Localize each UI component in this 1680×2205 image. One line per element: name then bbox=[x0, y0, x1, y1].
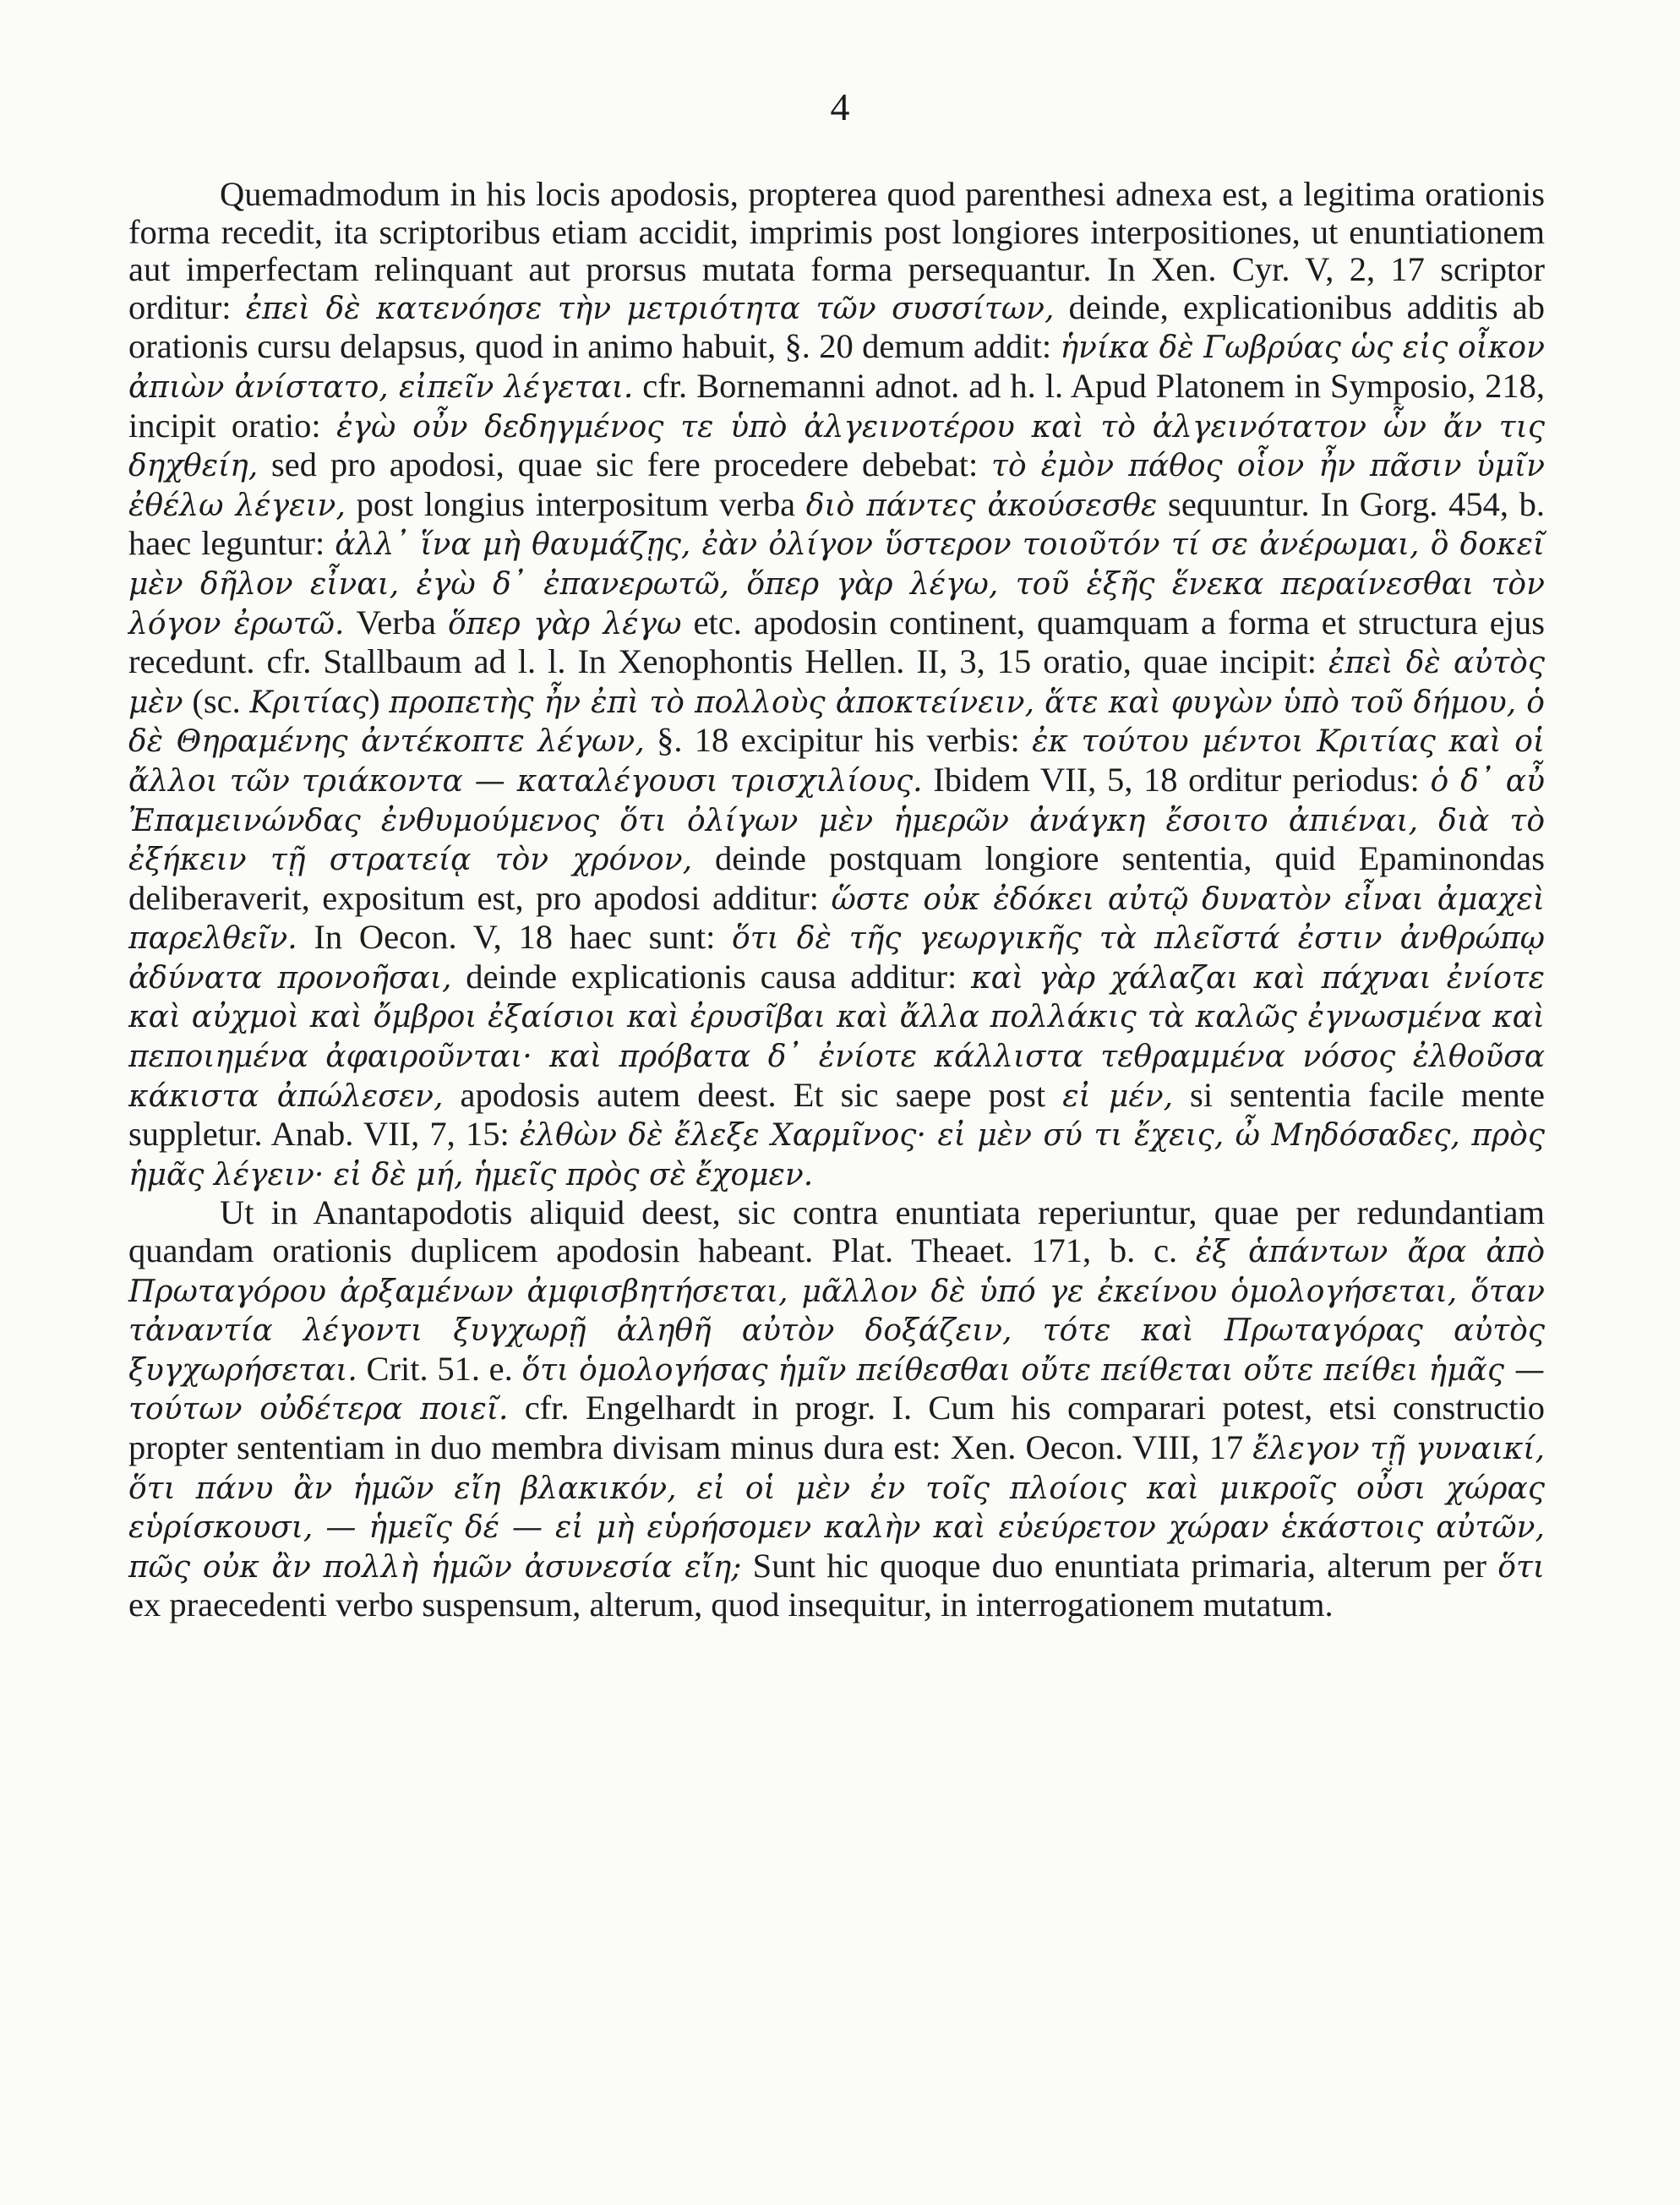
latin-text: apodosis autem deest. Et sic saepe post bbox=[443, 1075, 1063, 1114]
greek-quotation: ὅτι ὁμολογήσας ἡμῖν πείθεσθαι οὔτε πείθεται οὔτε πείθει ἡμᾶς — τούτων οὐδέτερα ποιεῖ. bbox=[128, 1352, 1546, 1427]
latin-text: §. 18 excipitur his verbis: bbox=[644, 721, 1033, 760]
page-number: 4 bbox=[830, 85, 850, 128]
latin-text: ) bbox=[368, 681, 390, 720]
greek-quotation: ἐλθὼν δὲ ἔλεξε Χαρμῖνος· εἰ μὲν σύ τι ἔχεις, ὦ Μηδόσαδες, πρὸς ἡμᾶς λέγειν· εἰ δὲ μή, ἡμεῖς πρὸς σὲ ἔχομεν. bbox=[128, 1118, 1545, 1193]
latin-text: etc. apodosin continent, quamquam a forma et structura ejus recedunt. cfr. Stallbaum ad l. l. In Xenophontis Hellen. II, 3, 15 oratio, quae incipit: bbox=[128, 603, 1545, 681]
greek-quotation: Κριτίας bbox=[249, 685, 369, 720]
latin-text: cfr. Engelhardt in progr. I. Cum his comparari potest, etsi constructio propter sententiam in duo membra divisam minus dura est: Xen. Oecon. VIII, 17 bbox=[128, 1389, 1545, 1466]
latin-text: sed pro apodosi, quae sic fere procedere debebat: bbox=[258, 445, 992, 484]
latin-text: Ibidem VII, 5, 18 orditur periodus: bbox=[922, 760, 1431, 799]
greek-quotation: καὶ γὰρ χάλαζαι καὶ πάχναι ἐνίοτε καὶ αὐχμοὶ καὶ ὄμβροι ἐξαίσιοι καὶ ἐρυσῖβαι καὶ ἄλλα πολλάκις τὰ καλῶς ἐγνωσμένα καὶ πεποιημένα ἀφαιροῦνται· καὶ πρόβατα δ᾽ ἐνίοτε κάλλιστα τεθραμμένα νόσος ἐλθοῦσα κάκιστα ἀπώλεσεν, bbox=[128, 960, 1545, 1114]
greek-quotation: ὁ δ᾽ αὖ Ἐπαμεινώνδας ἐνθυμούμενος ὅτι ὀλίγων μὲν ἡμερῶν ἀνάγκη ἔσοιτο ἀπιέναι, διὰ τὸ ἐξήκειν τῇ στρατείᾳ τὸν χρόνον, bbox=[128, 763, 1545, 878]
latin-text: Quemadmodum in his locis apodosis, propterea quod parenthesi adnexa est, a legitima orationis forma recedit, ita scriptoribus etiam accidit, imprimis post longiores interpositiones, ut enuntiationem aut imperfectam relinquant aut prorsus mutata forma persequantur. In Xen. Cyr. V, 2, 17 scriptor orditur: bbox=[128, 175, 1545, 326]
latin-text: post longius interpositum verba bbox=[345, 484, 806, 523]
latin-text: cfr. Bornemanni adnot. ad h. l. Apud Platonem in Symposio, 218, incipit oratio: bbox=[128, 366, 1545, 445]
greek-quotation: ἐπεὶ δὲ κατενόησε τὴν μετριότητα τῶν συσσίτων, bbox=[245, 291, 1055, 326]
latin-text: In Oecon. V, 18 haec sunt: bbox=[297, 918, 733, 957]
body-text bbox=[128, 176, 1545, 1624]
latin-text: Sunt hic quoque duo enuntiata primaria, alterum per bbox=[741, 1546, 1498, 1585]
latin-text: Verba bbox=[344, 603, 448, 641]
greek-quotation: τὸ ἐμὸν πάθος οἷον ἦν πᾶσιν ὑμῖν ἐθέλω λέγειν, bbox=[128, 449, 1545, 523]
latin-text: ex praecedenti verbo suspensum, alterum, quod insequitur, in interrogationem mutatum. bbox=[128, 1586, 1334, 1624]
greek-quotation: ἔλεγον τῇ γυναικί, ὅτι πάνυ ἂν ἡμῶν εἴη βλακικόν, εἰ οἱ μὲν ἐν τοῖς πλοίοις καὶ μικροῖς οὖσι χώρας εὑρίσκουσι, — ἡμεῖς δέ — εἰ μὴ εὑρήσομεν καλὴν καὶ εὐεύρετον χώραν ἑκάστοις αὐτῶν, πῶς οὐκ ἂν πολλὴ ἡμῶν ἀσυνεσία εἴη; bbox=[128, 1432, 1545, 1585]
greek-quotation: ἡνίκα δὲ Γωβρύας ὡς εἰς οἶκον ἀπιὼν ἀνίστατο, εἰπεῖν λέγεται. bbox=[128, 330, 1545, 405]
greek-quotation: εἰ μέν, bbox=[1062, 1078, 1174, 1114]
latin-text: (sc. bbox=[183, 681, 250, 720]
greek-quotation: ὥστε οὐκ ἐδόκει αὐτῷ δυνατὸν εἶναι ἀμαχεὶ παρελθεῖν. bbox=[128, 881, 1545, 957]
latin-text: deinde, explicationibus additis ab orationis cursu delapsus, quod in animo habuit, §. 20 demum addit: bbox=[128, 287, 1546, 366]
latin-text: Crit. 51. e. bbox=[357, 1349, 522, 1388]
latin-text: deinde postquam longiore sententia, quid Epaminondas deliberaverit, expositum est, pro apodosi additur: bbox=[128, 839, 1545, 917]
greek-quotation: διὸ πάντες ἀκούσεσθε bbox=[805, 488, 1158, 523]
latin-text: si sententia facile mente suppletur. Anab. VII, 7, 15: bbox=[128, 1075, 1545, 1154]
paragraph-2 bbox=[128, 1194, 1545, 1624]
greek-quotation: ἐγὼ οὖν δεδηγμένος τε ὑπὸ ἀλγεινοτέρου καὶ τὸ ἀλγεινότατον ὧν ἄν τις δηχθείη, bbox=[128, 409, 1545, 484]
greek-quotation: ἐξ ἁπάντων ἄρα ἀπὸ Πρωταγόρου ἀρξαμένων ἀμφισβητήσεται, μᾶλλον δὲ ὑπό γε ἐκείνου ὁμολογήσεται, ὅταν τἀναντία λέγοντι ξυγχωρῇ ἀληθῆ αὐτὸν δοξάζειν, τότε καὶ Πρωταγόρας αὐτὸς ξυγχωρήσεται. bbox=[128, 1235, 1545, 1388]
greek-quotation: προπετὴς ἦν ἐπὶ τὸ πολλοὺς ἀποκτείνειν, ἅτε καὶ φυγὼν ὑπὸ τοῦ δήμου, ὁ δὲ Θηραμένης ἀντέκοπτε λέγων, bbox=[128, 685, 1545, 760]
greek-quotation: ἀλλ᾽ ἵνα μὴ θαυμάζῃς, ἐὰν ὀλίγον ὕστερον τοιοῦτόν τί σε ἀνέρωμαι, ὃ δοκεῖ μὲν δῆλον εἶναι, ἐγὼ δ᾽ ἐπανερωτῶ, ὅπερ γὰρ λέγω, τοῦ ἑξῆς ἕνεκα περαίνεσθαι τὸν λόγον ἐρωτῶ. bbox=[128, 527, 1546, 641]
latin-text: Ut in Anantapodotis aliquid deest, sic contra enuntiata reperiuntur, quae per redundantiam quandam orationis duplicem apodosin habeant. Plat. Theaet. 171, b. c. bbox=[128, 1193, 1545, 1270]
greek-quotation: ὅτι δὲ τῆς γεωργικῆς τὰ πλεῖστά ἐστιν ἀνθρώπῳ ἀδύνατα προνοῆσαι, bbox=[128, 921, 1545, 996]
greek-quotation: ἐπεὶ δὲ αὐτὸς μὲν bbox=[128, 646, 1546, 720]
greek-quotation: ὅπερ γὰρ λέγω bbox=[447, 606, 682, 641]
paragraph-1 bbox=[128, 176, 1545, 1194]
greek-quotation: ἐκ τούτου μέντοι Κριτίας καὶ οἱ ἄλλοι τῶν τριάκοντα — καταλέγουσι τρισχιλίους. bbox=[128, 724, 1545, 799]
greek-quotation: ὅτι bbox=[1497, 1549, 1545, 1585]
latin-text: deinde explicationis causa additur: bbox=[451, 957, 972, 996]
latin-text: sequuntur. In Gorg. 454, b. haec leguntur: bbox=[128, 484, 1545, 563]
